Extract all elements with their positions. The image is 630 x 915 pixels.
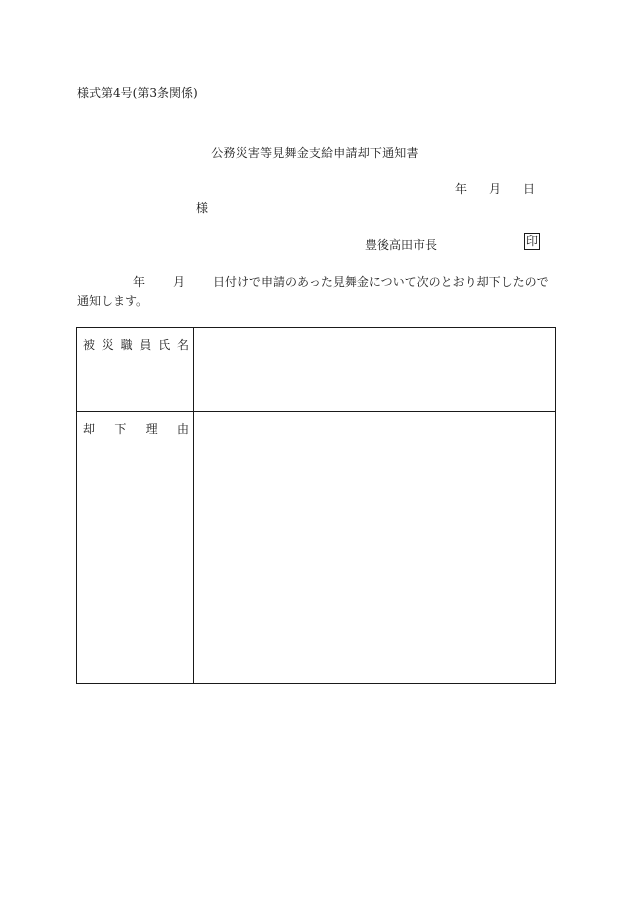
issuer-name: 豊後高田市長 <box>365 238 438 252</box>
label-char: 員 <box>139 338 152 352</box>
addressee-suffix: 様 <box>196 201 209 215</box>
issue-date <box>455 180 535 197</box>
label-char: 職 <box>120 338 133 352</box>
notice-table <box>76 327 556 684</box>
body-year-label: 年 <box>133 275 146 289</box>
body-text-line1: 日付けで申請のあった見舞金について次のとおり却下したので通 <box>77 275 549 308</box>
document-title: 公務災害等見舞金支給申請却下通知書 <box>211 146 419 160</box>
label-char: 下 <box>114 422 127 436</box>
seal-mark: 印 <box>525 234 538 248</box>
rejection-reason-field[interactable] <box>194 412 556 684</box>
label-char: 却 <box>83 422 96 436</box>
victim-name-field[interactable] <box>194 328 556 412</box>
date-month-label: 月 <box>489 182 502 196</box>
rejection-reason-label <box>77 412 194 684</box>
label-char: 名 <box>176 338 189 352</box>
label-char: 災 <box>101 338 114 352</box>
form-number: 様式第4号(第3条関係) <box>77 86 198 100</box>
body-month-label: 月 <box>173 275 186 289</box>
label-char: 由 <box>176 422 189 436</box>
table-row <box>77 412 556 684</box>
date-day-label: 日 <box>523 182 536 196</box>
notice-body <box>77 273 552 311</box>
label-char: 被 <box>83 338 96 352</box>
date-year-label: 年 <box>455 182 468 196</box>
victim-name-label <box>77 328 194 412</box>
body-text-line2: 知します。 <box>89 294 149 308</box>
table-row <box>77 328 556 412</box>
label-char: 氏 <box>158 338 171 352</box>
label-char: 理 <box>145 422 158 436</box>
